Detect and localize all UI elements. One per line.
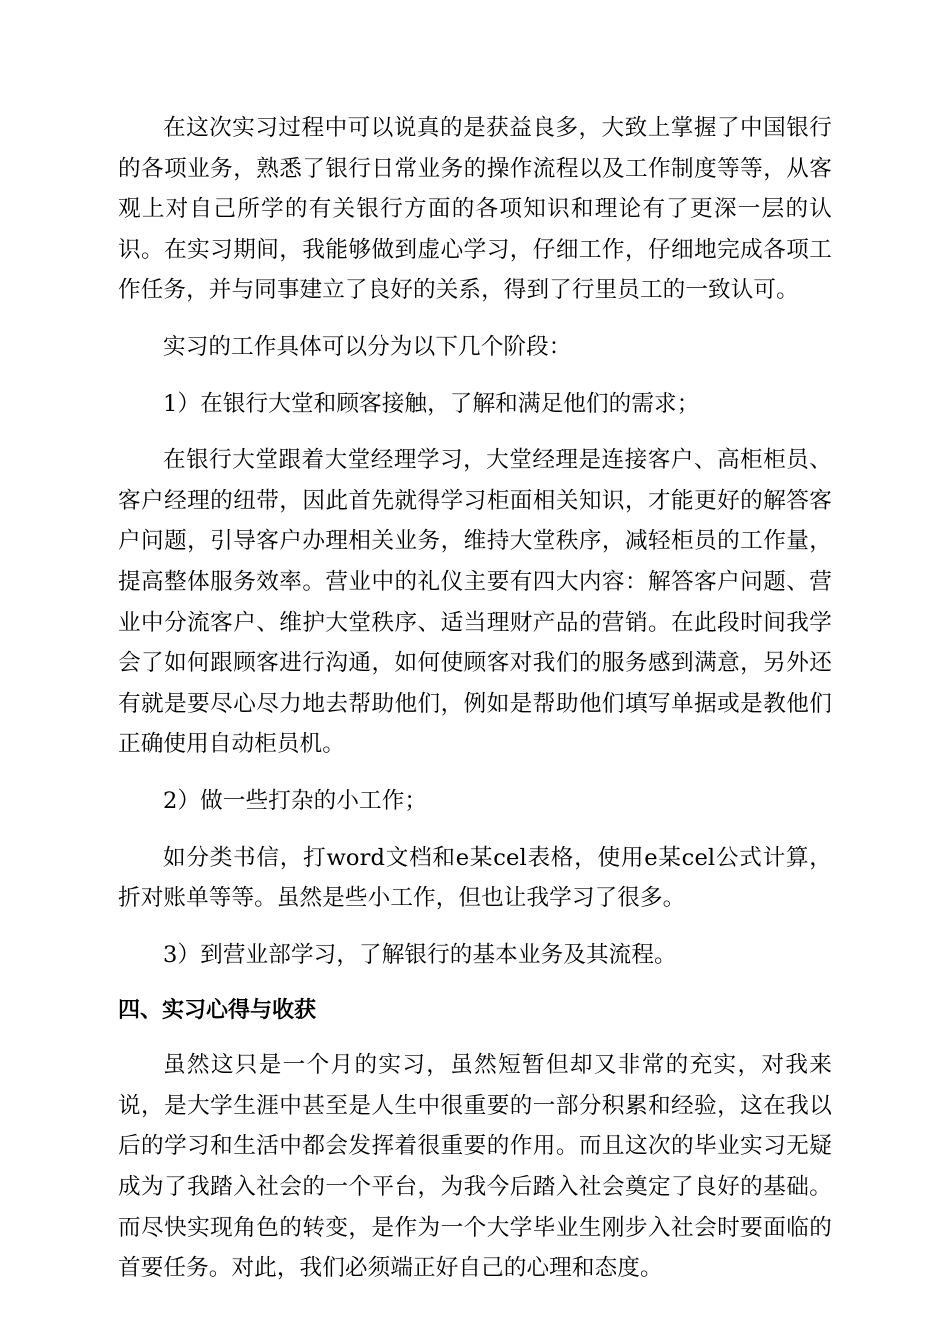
- paragraph-stage-2: 2）做一些打杂的小工作；: [163, 787, 428, 814]
- paragraph-stage-1: 1）在银行大堂和顾客接触，了解和满足他们的需求；: [163, 390, 700, 417]
- document-body: [118, 108, 832, 1305]
- paragraph-reflection: 虽然这只是一个月的实习，虽然短暂但却又非常的充实，对我来说，是大学生涯中甚至是人生中很重要的一部分积累和经验，这在我以后的学习和生活中都会发挥着很重要的作用。而且这次的毕业实习无疑成为了我踏入社会的一个平台，为我今后踏入社会奠定了良好的基础。而尽快实现角色的转变，是作为一个大学毕业生刚步入社会时要面临的首要任务。对此，我们必须端正好自己的心理和态度。: [118, 1052, 832, 1282]
- paragraph-stage-3: 3）到营业部学习，了解银行的基本业务及其流程。: [163, 941, 677, 968]
- paragraph-internship-summary: 在这次实习过程中可以说真的是获益良多，大致上掌握了中国银行的各项业务，熟悉了银行日常业务的操作流程以及工作制度等等，从客观上对自己所学的有关银行方面的各项知识和理论有了更深一层的认识。在实习期间，我能够做到虚心学习，仔细工作，仔细地完成各项工作任务，并与同事建立了良好的关系，得到了行里员工的一致认可。: [118, 115, 832, 304]
- paragraph-small-tasks: 如分类书信，打word文档和e某cel表格，使用e某cel公式计算，折对账单等等。虽然是些小工作，但也让我学习了很多。: [118, 844, 832, 912]
- paragraph-stages-intro: 实习的工作具体可以分为以下几个阶段：: [163, 333, 572, 360]
- section-heading: 四、实习心得与收获: [118, 998, 317, 1024]
- paragraph-lobby-work: 在银行大堂跟着大堂经理学习，大堂经理是连接客户、高柜柜员、客户经理的纽带，因此首先就得学习柜面相关知识，才能更好的解答客户问题，引导客户办理相关业务，维持大堂秩序，减轻柜员的工作量，提高整体服务效率。营业中的礼仪主要有四大内容：解答客户问题、营业中分流客户、维护大堂秩序、适当理财产品的营销。在此段时间我学会了如何跟顾客进行沟通，如何使顾客对我们的服务感到满意，另外还有就是要尽心尽力地去帮助他们，例如是帮助他们填写单据或是教他们正确使用自动柜员机。: [118, 447, 832, 758]
